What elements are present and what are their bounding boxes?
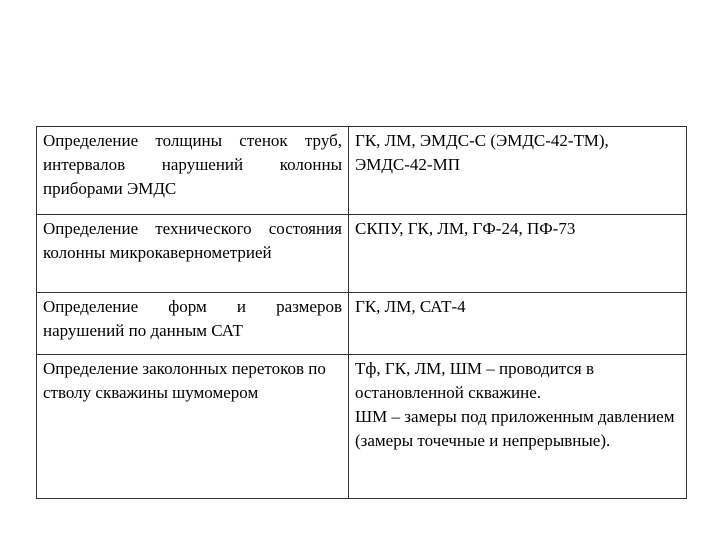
table-row: [37, 355, 687, 499]
methods-table: [36, 126, 687, 499]
tools-cell: [349, 355, 687, 499]
table-row: [37, 293, 687, 355]
method-cell: Определение технического состояния колонны микрокавернометрией: [37, 215, 349, 293]
method-cell: Определение заколонных перетоков по стволу скважины шумомером: [37, 355, 349, 499]
tools-cell: ГК, ЛМ, САТ-4: [349, 293, 687, 355]
tools-cell: СКПУ, ГК, ЛМ, ГФ-24, ПФ-73: [349, 215, 687, 293]
tools-line: Тф, ГК, ЛМ, ШМ – проводится в остановленной скважине.: [355, 359, 595, 402]
method-cell: Определение толщины стенок труб, интервалов нарушений колонны приборами ЭМДС: [37, 127, 349, 215]
tools-line: ШМ – замеры под приложенным давлением (замеры точечные и непрерывные).: [355, 407, 675, 450]
table-row: [37, 215, 687, 293]
table-row: [37, 127, 687, 215]
method-cell: Определение форм и размеров нарушений по данным САТ: [37, 293, 349, 355]
tools-cell: ГК, ЛМ, ЭМДС-С (ЭМДС-42-ТМ), ЭМДС-42-МП: [349, 127, 687, 215]
